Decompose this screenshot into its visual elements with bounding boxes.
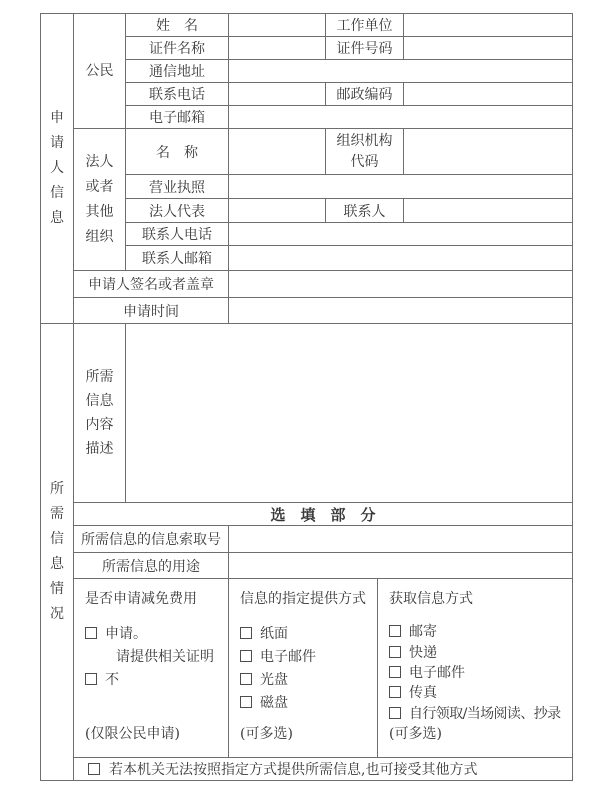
checkbox-fee-no[interactable] bbox=[85, 673, 97, 685]
fee-apply-note: 请提供相关证明 bbox=[116, 648, 214, 665]
license-label: 营业执照 bbox=[126, 175, 229, 198]
name-value[interactable] bbox=[229, 14, 326, 36]
signature-value[interactable] bbox=[229, 271, 572, 297]
signature-label: 申请人签名或者盖章 bbox=[74, 271, 229, 297]
org-name-value[interactable] bbox=[229, 129, 326, 174]
fallback-row bbox=[74, 758, 572, 780]
applicant-side-label bbox=[41, 14, 74, 323]
contact-email-value[interactable] bbox=[229, 246, 572, 270]
phone-value[interactable] bbox=[229, 83, 326, 105]
obtain-method-note: (可多选) bbox=[389, 726, 442, 743]
form-table bbox=[40, 13, 573, 781]
index-number-value[interactable] bbox=[229, 526, 572, 552]
org-code-value[interactable] bbox=[404, 129, 572, 174]
cert-number-label: 证件号码 bbox=[326, 37, 404, 59]
apply-time-value[interactable] bbox=[229, 298, 572, 323]
optional-section-header: 选 填 部 分 bbox=[270, 505, 376, 524]
option-paper: 纸面 bbox=[240, 621, 288, 644]
side-char: 人 bbox=[50, 160, 64, 176]
side-char: 况 bbox=[50, 606, 64, 622]
license-value[interactable] bbox=[229, 175, 572, 198]
section-applicant bbox=[41, 14, 572, 324]
option-mail: 邮寄 bbox=[389, 621, 437, 641]
needed-side-label bbox=[41, 324, 74, 780]
fee-waiver-title: 是否申请减免费用 bbox=[85, 591, 197, 607]
side-char: 申 bbox=[50, 110, 64, 126]
side-char: 所 bbox=[50, 481, 64, 497]
usage-label: 所需信息的用途 bbox=[74, 553, 229, 578]
postcode-value[interactable] bbox=[404, 83, 572, 105]
cert-number-value[interactable] bbox=[404, 37, 572, 59]
contact-phone-label: 联系人电话 bbox=[126, 223, 229, 245]
option-email-provide: 电子邮件 bbox=[240, 644, 316, 667]
contact-value[interactable] bbox=[404, 199, 572, 222]
legal-rep-value[interactable] bbox=[229, 199, 326, 222]
cert-name-label: 证件名称 bbox=[126, 37, 229, 59]
work-unit-value[interactable] bbox=[404, 14, 572, 36]
work-unit-label: 工作单位 bbox=[326, 14, 404, 36]
obtain-method-title: 获取信息方式 bbox=[389, 591, 473, 607]
checkbox-fee-apply[interactable] bbox=[85, 627, 97, 639]
provide-method-column bbox=[229, 579, 378, 757]
contact-email-label: 联系人邮箱 bbox=[126, 246, 229, 270]
checkbox-paper[interactable] bbox=[240, 627, 252, 639]
checkbox-mail[interactable] bbox=[389, 625, 401, 637]
side-char: 情 bbox=[50, 581, 64, 597]
fallback-text: 若本机关无法按照指定方式提供所需信息,也可接受其他方式 bbox=[109, 762, 478, 778]
postcode-label: 邮政编码 bbox=[326, 83, 404, 105]
obtain-method-column bbox=[378, 579, 572, 757]
checkbox-express[interactable] bbox=[389, 646, 401, 658]
contact-phone-value[interactable] bbox=[229, 223, 572, 245]
option-fee-no: 不 bbox=[85, 667, 119, 690]
option-fax: 传真 bbox=[389, 682, 437, 702]
description-label: 所需 信息 内容 描述 bbox=[74, 324, 126, 502]
checkbox-disk[interactable] bbox=[240, 696, 252, 708]
address-label: 通信地址 bbox=[126, 60, 229, 82]
checkbox-self-pickup[interactable] bbox=[389, 707, 401, 719]
fee-waiver-column bbox=[74, 579, 229, 757]
citizen-group bbox=[74, 14, 572, 129]
address-value[interactable] bbox=[229, 60, 572, 82]
email-label: 电子邮箱 bbox=[126, 106, 229, 128]
side-char: 息 bbox=[50, 556, 64, 572]
legal-group bbox=[74, 129, 572, 271]
option-cd: 光盘 bbox=[240, 667, 288, 690]
checkbox-cd[interactable] bbox=[240, 673, 252, 685]
side-char: 信 bbox=[50, 531, 64, 547]
cert-name-value[interactable] bbox=[229, 37, 326, 59]
legal-group-label: 法人 或者 其他 组织 bbox=[74, 129, 126, 270]
description-value[interactable] bbox=[126, 324, 572, 502]
org-name-label: 名 称 bbox=[126, 129, 229, 174]
citizen-group-label: 公民 bbox=[74, 14, 126, 128]
option-email-obtain: 电子邮件 bbox=[389, 662, 465, 682]
usage-value[interactable] bbox=[229, 553, 572, 578]
side-char: 请 bbox=[50, 135, 64, 151]
option-self-pickup: 自行领取/当场阅读、抄录 bbox=[389, 703, 561, 723]
checkbox-email-obtain[interactable] bbox=[389, 666, 401, 678]
side-char: 息 bbox=[50, 210, 64, 226]
checkbox-email-provide[interactable] bbox=[240, 650, 252, 662]
section-needed-info bbox=[41, 324, 572, 780]
index-number-label: 所需信息的信息索取号 bbox=[74, 526, 229, 552]
option-fee-apply: 申请。 bbox=[85, 621, 147, 644]
provide-method-note: (可多选) bbox=[240, 726, 293, 742]
checkbox-fax[interactable] bbox=[389, 686, 401, 698]
option-disk: 磁盘 bbox=[240, 690, 288, 713]
legal-rep-label: 法人代表 bbox=[126, 199, 229, 222]
name-label: 姓 名 bbox=[126, 14, 229, 36]
email-value[interactable] bbox=[229, 106, 572, 128]
org-code-label: 组织机构 代码 bbox=[326, 129, 404, 174]
side-char: 需 bbox=[50, 506, 64, 522]
side-char: 信 bbox=[50, 185, 64, 201]
apply-time-label: 申请时间 bbox=[74, 298, 229, 323]
provide-method-title: 信息的指定提供方式 bbox=[240, 591, 366, 607]
option-express: 快递 bbox=[389, 641, 437, 661]
contact-label: 联系人 bbox=[326, 199, 404, 222]
checkbox-fallback[interactable] bbox=[88, 763, 100, 775]
fee-waiver-note: (仅限公民申请) bbox=[85, 726, 180, 742]
phone-label: 联系电话 bbox=[126, 83, 229, 105]
